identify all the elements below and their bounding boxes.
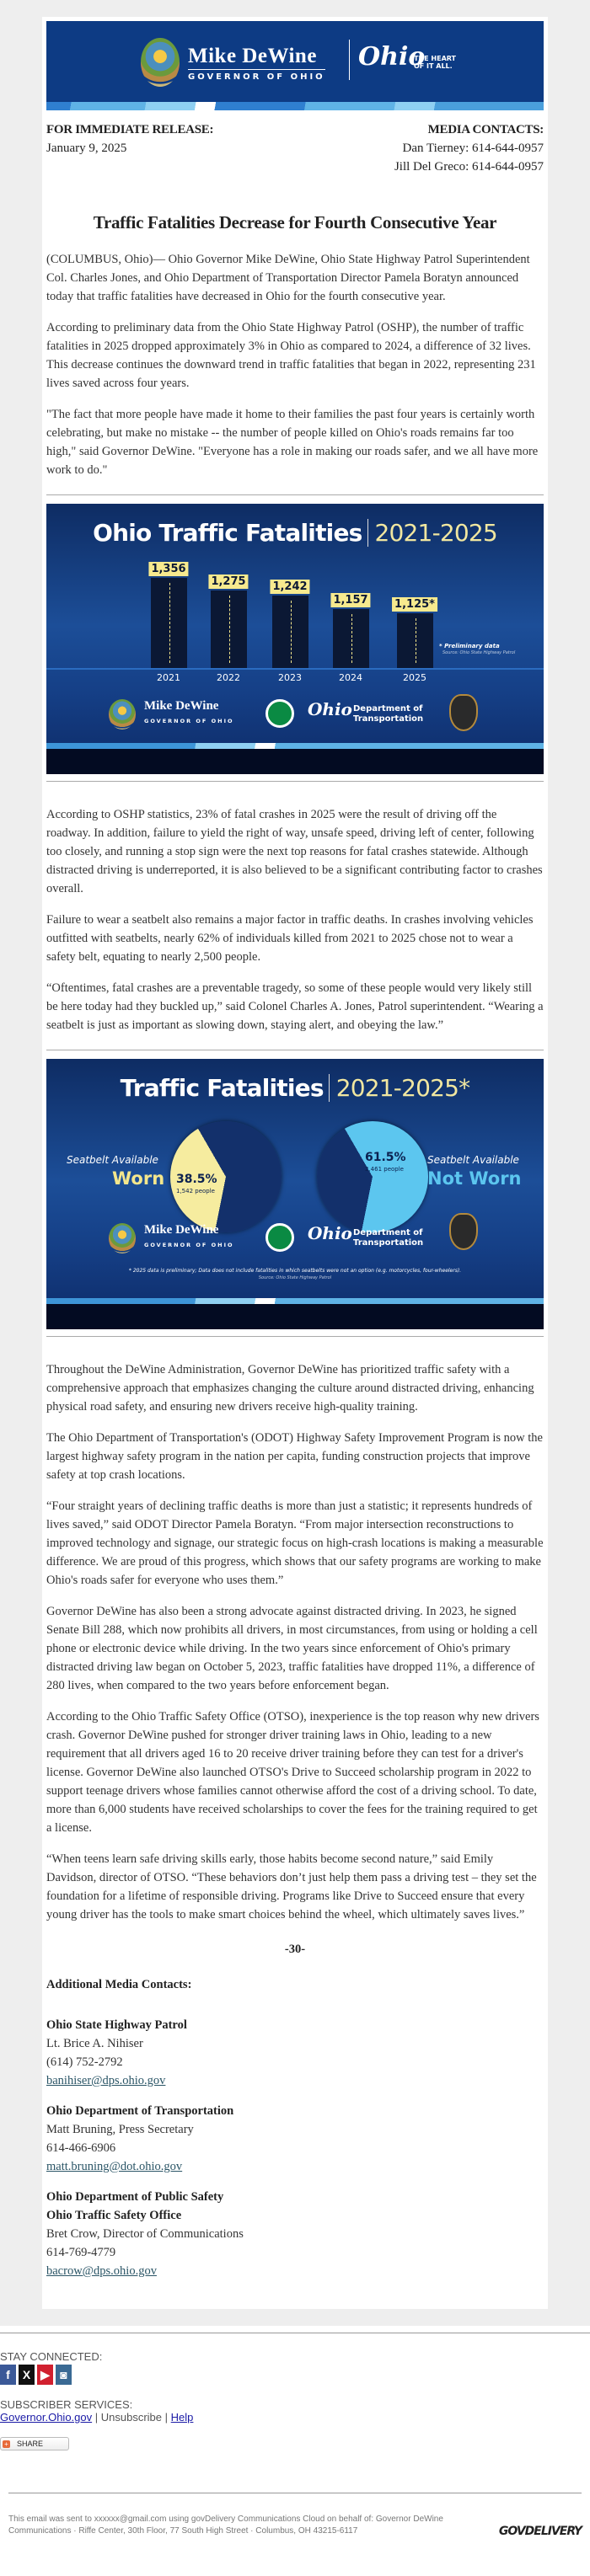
body-paragraph: According to preliminary data from the Ohio State Highway Patrol (OSHP), the number of traffic fatalities in 2025 dropped approximately 3% in Ohio as compared to 2024, a difference of 32 lives. This decrease continues the downward trend in traffic fatalities that began in 2022, representing 231 lives saved across four years. <box>46 321 536 390</box>
chart-title <box>46 519 544 547</box>
partner-logos <box>46 1221 544 1255</box>
not-worn-caption: Seatbelt Available <box>427 1154 519 1166</box>
governor-logo-name: Mike DeWine <box>144 699 219 713</box>
contact-org: Ohio Department of Public Safety <box>46 2190 224 2204</box>
govdelivery-logo: GOVDELIVERY <box>498 2525 582 2538</box>
highway-patrol-badge-icon <box>449 1213 478 1250</box>
fatalities-bar-chart-image <box>46 504 544 774</box>
plus-icon: + <box>3 2440 10 2448</box>
header-banner <box>46 21 544 110</box>
chart-title-text: Ohio Traffic Fatalities <box>93 519 362 547</box>
chart-source: Source: Ohio State Highway Patrol <box>442 650 516 655</box>
chart-years: 2021-2025* <box>329 1074 470 1102</box>
share-button[interactable] <box>0 2437 69 2450</box>
odot-line-1: Department of <box>353 704 423 713</box>
email-panel <box>42 17 548 2309</box>
tagline-line-2: OF IT ALL. <box>414 62 453 70</box>
governor-name: Mike DeWine <box>188 45 325 70</box>
worn-pct: 38.5% <box>176 1173 217 1186</box>
subscriber-services-label: SUBSCRIBER SERVICES: <box>0 2398 133 2411</box>
contact-org: Ohio State Highway Patrol <box>46 2018 187 2032</box>
not-worn-value <box>365 1152 406 1175</box>
divider <box>46 494 544 495</box>
ohio-logo: Ohio <box>308 699 352 719</box>
release-date: January 9, 2025 <box>46 142 127 155</box>
contact-group <box>46 2102 544 2176</box>
bar-value-label: 1,275 <box>208 575 248 589</box>
end-mark: -30- <box>284 1943 306 1956</box>
worn-value <box>176 1173 217 1197</box>
image-stripes <box>46 1298 544 1304</box>
bar-2022 <box>211 591 247 668</box>
divider <box>46 1336 544 1337</box>
chart-title-text: Traffic Fatalities <box>120 1074 324 1102</box>
x-tick-label: 2022 <box>217 672 240 683</box>
chart-note: * Preliminary data <box>439 643 500 649</box>
chart-note: * 2025 data is preliminary; Data does not include fatalities in which seatbelts were not an option (e.g. motorcycles, four-wheelers). <box>128 1268 462 1274</box>
contact-group <box>46 2016 544 2090</box>
pie-not-worn <box>317 1121 428 1232</box>
governor-subtitle: GOVERNOR OF OHIO <box>188 72 325 82</box>
x-twitter-icon[interactable]: X <box>19 2365 35 2385</box>
divider <box>349 40 350 80</box>
divider <box>46 781 544 782</box>
body-paragraph: (COLUMBUS, Ohio)— Ohio Governor Mike DeWine, Ohio State Highway Patrol Superintendent Col. Charles Jones, and Ohio Department of Transportation Director Pamela Boratyn announced today that traffic fatalities have decreased in Ohio for the fourth consecutive year. <box>46 253 530 303</box>
additional-contacts-heading: Additional Media Contacts: <box>46 1978 192 1991</box>
release-label: FOR IMMEDIATE RELEASE: <box>46 123 214 136</box>
body-paragraph: According to the Ohio Traffic Safety Office (OTSO), inexperience is the top reason why new drivers crash. Governor DeWine pushed for stronger driver training laws in Ohio, leading to a new requirement that all drivers aged 16 to 20 receive driver training before they can test for a driver's license. Governor DeWine also launched OTSO's Drive to Succeed scholarship program in 2022 to support teenage drivers whose families cannot otherwise afford the cost of a driving school. To date, more than 6,000 students have received scholarships to cover the fees for the training required to get a license. <box>46 1710 539 1835</box>
chart-baseline <box>46 668 544 670</box>
bar-2023 <box>272 596 308 668</box>
contact-name: Matt Bruning, Press Secretary <box>46 2123 194 2136</box>
governor-site-link[interactable]: Governor.Ohio.gov <box>0 2411 93 2424</box>
odot-line-2: Transportation <box>353 714 424 724</box>
body-paragraph: "The fact that more people have made it home to their families the past four years is certainly worth celebrating, but make no mistake -- the number of people killed on Ohio's roads remains far too high," said Governor DeWine. "Everyone has a role in making our roads safer, and we all have more work to do." <box>46 408 539 477</box>
contact-org: Ohio Traffic Safety Office <box>46 2209 182 2222</box>
media-contact: Jill Del Greco: 614-644-0957 <box>394 160 544 174</box>
partner-logos <box>46 697 544 731</box>
body-paragraph: The Ohio Department of Transportation's (ODOT) Highway Safety Improvement Program is now the largest highway safety program in the nation per capita, funding construction projects that improve safety at top crash locations. <box>46 1431 543 1482</box>
help-link[interactable]: Help <box>170 2411 194 2424</box>
odot-logo-icon <box>266 1223 294 1252</box>
contact-name: Lt. Brice A. Nihiser <box>46 2037 143 2050</box>
separator: | <box>94 2411 99 2424</box>
ohio-logo: Ohio <box>308 1223 352 1243</box>
body-paragraph: Throughout the DeWine Administration, Governor DeWine has prioritized traffic safety with a comprehensive approach that emphasizes changing the culture around distracted driving, enhancing physical road safety, and ensuring new drivers receive high-quality training. <box>46 1363 534 1414</box>
image-bottom <box>46 749 544 774</box>
x-tick-label: 2021 <box>157 672 180 683</box>
email-footer <box>0 2333 590 2537</box>
separator: | <box>164 2411 169 2424</box>
seatbelt-pie-chart-image <box>46 1059 544 1329</box>
governor-logo-name: Mike DeWine <box>144 1223 219 1237</box>
governor-seal-icon <box>109 699 136 730</box>
body-paragraph: Governor DeWine has also been a strong advocate against distracted driving. In 2023, he signed Senate Bill 288, which now prohibits all drivers, in most circumstances, from using or holding a cell phone or electronic device while driving. In the two years since enforcement of Ohio's primary distracted driving law began on October 5, 2023, traffic fatalities have dropped 11%, a difference of 280 lives, when compared to the two years before enforcement began. <box>46 1605 538 1692</box>
body-paragraph: “Oftentimes, fatal crashes are a preventable tragedy, so some of these people would very likely still be here today had they buckled up,” said Colonel Charles A. Jones, Patrol superintendent. “Wearing a seatbelt is just as important as slowing down, staying alert, and obeying the law.” <box>46 981 544 1032</box>
fine-print-line: This email was sent to xxxxxx@gmail.com using govDelivery Communications Cloud on behalf of: Governor DeWine <box>8 2515 443 2524</box>
additional-contacts <box>46 1975 544 2280</box>
body-paragraph: “When teens learn safe driving skills early, those habits become second nature,” said Emily Davidson, director of OTSO. “These behaviors don’t just help them pass a driving test – they set the foundation for a lifetime of responsible driving. Programs like Drive to Succeed ensure that every young driver has the tools to make smart choices behind the wheel, which ultimately saves lives.” <box>46 1852 537 1921</box>
chart-title <box>46 1074 544 1102</box>
bar-2021 <box>151 578 187 668</box>
image-stripes <box>46 743 544 749</box>
contact-group <box>46 2188 544 2280</box>
odot-name <box>353 1228 423 1248</box>
chart-years: 2021-2025 <box>367 519 497 547</box>
worn-label: Worn <box>112 1168 165 1189</box>
governor-logo-sub: GOVERNOR OF OHIO <box>144 1242 234 1248</box>
instagram-icon[interactable]: ◙ <box>56 2365 72 2385</box>
odot-line-2: Transportation <box>353 1238 424 1248</box>
ohio-logo: Ohio <box>358 42 426 72</box>
contact-email-link[interactable]: banihiser@dps.ohio.gov <box>46 2074 166 2087</box>
odot-name <box>353 704 423 724</box>
bar-value-label: 1,157 <box>330 593 370 607</box>
facebook-icon[interactable]: f <box>0 2365 16 2385</box>
subscriber-links <box>0 2411 590 2424</box>
release-info <box>46 120 544 176</box>
contact-phone: 614-769-4779 <box>46 2246 116 2259</box>
not-worn-pct: 61.5% <box>365 1151 406 1164</box>
contact-phone: (614) 752-2792 <box>46 2055 123 2069</box>
bar-value-label: 1,356 <box>148 562 188 576</box>
governor-seal-icon <box>109 1223 136 1253</box>
bar-2024 <box>333 609 369 668</box>
x-tick-label: 2025 <box>403 672 426 683</box>
contact-org: Ohio Department of Transportation <box>46 2104 234 2118</box>
odot-line-1: Department of <box>353 1228 423 1237</box>
social-links <box>0 2365 590 2385</box>
contact-email-link[interactable]: bacrow@dps.ohio.gov <box>46 2264 157 2278</box>
worn-people: 1,542 people <box>176 1188 215 1194</box>
contact-name: Bret Crow, Director of Communications <box>46 2227 244 2241</box>
tagline-line-1: THE HEART <box>414 55 457 62</box>
unsubscribe-link[interactable]: Unsubscribe <box>100 2411 163 2424</box>
stay-connected-label: STAY CONNECTED: <box>0 2350 103 2363</box>
fine-print-line: Communications · Riffe Center, 30th Floor, 77 South High Street · Columbus, OH 43215-6117 <box>8 2526 358 2536</box>
share-label: SHARE <box>17 2440 44 2448</box>
x-tick-label: 2023 <box>278 672 302 683</box>
body-paragraph: “Four straight years of declining traffic deaths is more than just a statistic; it represents hundreds of lives saved,” said ODOT Director Pamela Boratyn. “From major intersection reconstructions to improved technology and signage, our strategic focus on high-crash locations is making a measurable difference. We are proud of this progress, which shows that our safety programs are working to make Ohio's roads safer for everyone who uses them.” <box>46 1499 544 1587</box>
youtube-icon[interactable]: ▶ <box>37 2365 53 2385</box>
contact-phone: 614-466-6906 <box>46 2141 116 2155</box>
page-title: Traffic Fatalities Decrease for Fourth Consecutive Year <box>93 212 497 232</box>
bar-2025 <box>397 613 433 668</box>
governor-seal-icon <box>141 38 180 87</box>
bar-value-label: 1,125* <box>392 597 437 612</box>
not-worn-label: Not Worn <box>427 1168 522 1189</box>
x-tick-label: 2024 <box>339 672 362 683</box>
contact-email-link[interactable]: matt.bruning@dot.ohio.gov <box>46 2160 183 2173</box>
media-contact: Dan Tierney: 614-644-0957 <box>402 142 544 155</box>
body-paragraph: According to OSHP statistics, 23% of fatal crashes in 2025 were the result of driving off the roadway. In addition, failure to yield the right of way, unsafe speed, driving left of center, following too closely, and running a stop sign were the next top reasons for fatal crashes statewide. Although distracted driving is underreported, it is also believed to be a significant contributing factor to crashes overall. <box>46 808 543 895</box>
highway-patrol-badge-icon <box>449 694 478 731</box>
odot-logo-icon <box>266 699 294 728</box>
fine-print <box>8 2493 582 2537</box>
worn-caption: Seatbelt Available <box>67 1154 158 1166</box>
governor-brand <box>188 45 325 82</box>
media-contacts-label: MEDIA CONTACTS: <box>427 123 544 136</box>
governor-logo-sub: GOVERNOR OF OHIO <box>144 718 234 724</box>
ohio-tagline <box>414 55 456 70</box>
bar-value-label: 1,242 <box>270 580 309 594</box>
body-paragraph: Failure to wear a seatbelt also remains a major factor in traffic deaths. In crashes involving vehicles outfitted with seatbelts, nearly 62% of individuals killed from 2021 to 2025 chose not to wear a safety belt, equating to nearly 2,500 people. <box>46 913 534 964</box>
chart-source: Source: Ohio State Highway Patrol <box>258 1275 332 1280</box>
banner-stripes <box>46 102 544 110</box>
image-bottom <box>46 1304 544 1329</box>
not-worn-people: 2,461 people <box>365 1166 404 1173</box>
